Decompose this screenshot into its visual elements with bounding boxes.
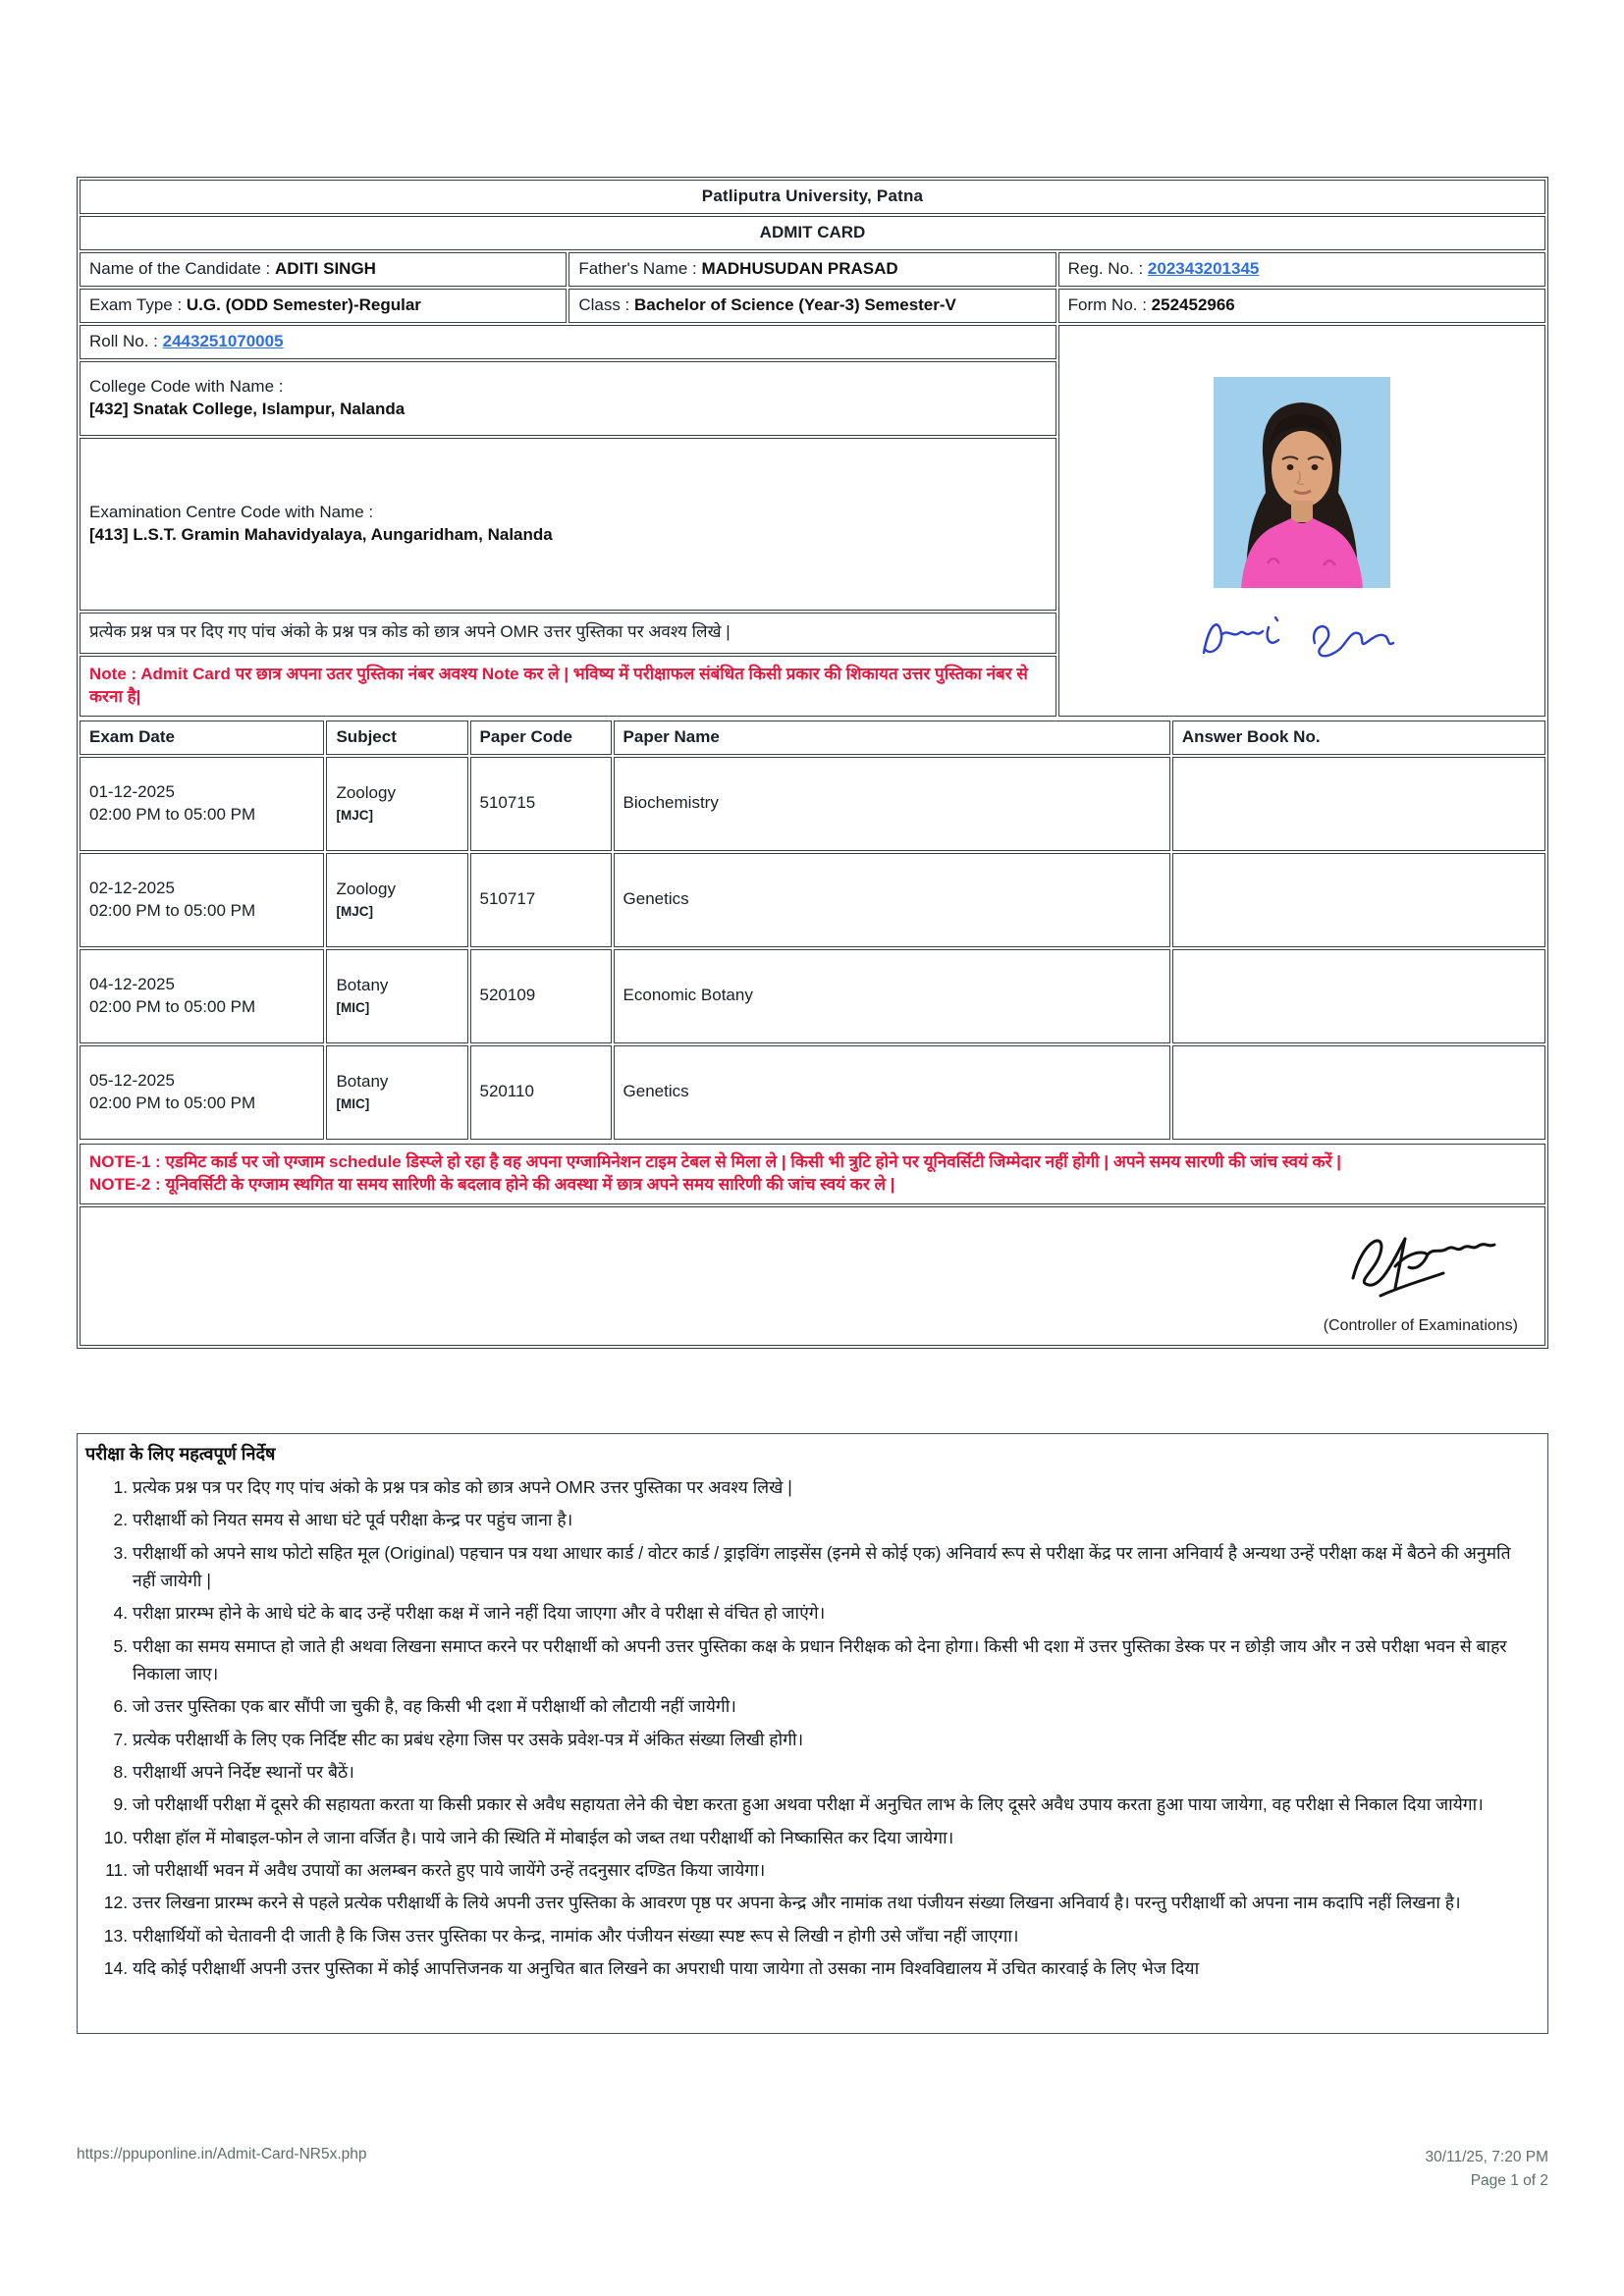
form-no-label: Form No. : xyxy=(1067,294,1152,314)
col-header-paper-name: Paper Name xyxy=(614,721,1170,755)
exam-centre-value: [413] L.S.T. Gramin Mahavidyalaya, Aungaridham, Nalanda xyxy=(89,524,553,544)
exam-schedule-table xyxy=(78,719,1547,1142)
instruction-item: 7. प्रत्येक परीक्षार्थी के लिए एक निर्दिष्ट सीट का प्रबंध रहेगा जिस पर उसके प्रवेश-पत्र में अंकित संख्या लिखी होगी। xyxy=(133,1726,1534,1753)
paper-name-cell: Economic Botany xyxy=(614,949,1170,1043)
footer-right xyxy=(1425,2146,1548,2193)
exam-date-cell: 04-12-2025 02:00 PM to 05:00 PM xyxy=(80,949,324,1043)
paper-name-cell: Genetics xyxy=(614,1045,1170,1140)
paper-name-cell: Genetics xyxy=(614,853,1170,947)
photo-signature-cell xyxy=(1058,325,1545,717)
footer-url: https://ppuponline.in/Admit-Card-NR5x.php xyxy=(77,2146,367,2163)
class-value: Bachelor of Science (Year-3) Semester-V xyxy=(634,294,956,314)
instruction-item: 4. परीक्षा प्रारम्भ होने के आधे घंटे के बाद उन्हें परीक्षा कक्ष में जाने नहीं दिया जाएगा और वे परीक्षा से वंचित हो जाएंगे। xyxy=(133,1599,1534,1627)
roll-no-cell xyxy=(80,325,1056,359)
candidate-signature xyxy=(1194,604,1410,665)
instruction-item: 9. जो परीक्षार्थी परीक्षा में दूसरे की सहायता करता या किसी प्रकार से अवैध सहायता लेने की चेष्टा करता हुआ अथवा परीक्षा में अनुचित लाभ के लिए दूसरे अवैध उपाय करता हुआ पाया जायेगा, वह परीक्षा से निकाल दिया जायेगा। xyxy=(133,1790,1534,1818)
candidate-name-value: ADITI SINGH xyxy=(275,258,376,278)
exam-date-cell: 01-12-2025 02:00 PM to 05:00 PM xyxy=(80,757,324,851)
answer-book-cell xyxy=(1172,853,1545,947)
col-header-subject: Subject xyxy=(326,721,467,755)
note-1: NOTE-1 : एडमिट कार्ड पर जो एग्जाम schedule डिस्प्ले हो रहा है वह अपना एग्जामिनेशन टाइम टेबल से मिला ले | किसी भी त्रुटि होने पर यूनिवर्सिटी जिम्मेदार नहीं होगी | अपने समय सारणी की जांच स्वयं करें | xyxy=(89,1151,1342,1171)
exam-table-row xyxy=(80,1045,1545,1140)
instructions-heading: परीक्षा के लिए महत्वपूर्ण निर्देष xyxy=(85,1444,276,1464)
subject-cell: Botany [MIC] xyxy=(326,949,467,1043)
class-label: Class : xyxy=(578,294,635,314)
paper-code-cell: 520109 xyxy=(470,949,612,1043)
col-header-exam-date: Exam Date xyxy=(80,721,324,755)
exam-type-value: U.G. (ODD Semester)-Regular xyxy=(186,294,421,314)
note-2: NOTE-2 : यूनिवर्सिटी के एग्जाम स्थगित या समय सारिणी के बदलाव होने की अवस्था में छात्र अपने समय सारिणी की जांच स्वयं कर ले | xyxy=(89,1174,895,1194)
subject-cell: Zoology [MJC] xyxy=(326,757,467,851)
answer-book-cell xyxy=(1172,757,1545,851)
col-header-answer-book: Answer Book No. xyxy=(1172,721,1545,755)
answer-book-cell xyxy=(1172,949,1545,1043)
controller-signature-cell xyxy=(80,1206,1545,1346)
roll-no-label: Roll No. : xyxy=(89,331,163,350)
candidate-name-label: Name of the Candidate : xyxy=(89,258,276,278)
form-no-cell xyxy=(1058,289,1545,323)
exam-centre-label: Examination Centre Code with Name : xyxy=(89,502,374,521)
reg-no-label: Reg. No. : xyxy=(1067,258,1148,278)
instruction-item: 6. जो उत्तर पुस्तिका एक बार सौंपी जा चुकी है, वह किसी भी दशा में परीक्षार्थी को लौटायी नहीं जायेगी। xyxy=(133,1692,1534,1720)
instruction-item: 14. यदि कोई परीक्षार्थी अपनी उत्तर पुस्तिका में कोई आपत्तिजनक या अनुचित बात लिखने का अपराध‍ी पाया जायेगा तो उसका नाम विश्वविद्यालय में उचित कारवाई के लिए भेज दिया xyxy=(133,1954,1534,1982)
controller-label: (Controller of Examinations) xyxy=(1323,1316,1518,1334)
exam-date-cell: 05-12-2025 02:00 PM to 05:00 PM xyxy=(80,1045,324,1140)
controller-signature xyxy=(1312,1223,1518,1306)
paper-code-cell: 510717 xyxy=(470,853,612,947)
bottom-notes-table xyxy=(78,1142,1547,1348)
exam-table-row xyxy=(80,757,1545,851)
admit-card xyxy=(77,177,1548,1349)
red-note: Note : Admit Card पर छात्र अपना उतर पुस्तिका नंबर अवश्य Note कर ले | भविष्य में परीक्षाफल संबंधित किसी प्रकार की शिकायत उत्तर पुस्तिका नंबर से करना है| xyxy=(80,656,1056,717)
reg-no-link[interactable]: 202343201345 xyxy=(1147,258,1260,278)
exam-type-cell xyxy=(80,289,567,323)
instruction-item: 5. परीक्षा का समय समाप्त हो जाते ही अथवा लिखना समाप्त करने पर परीक्षार्थी को अपनी उत्तर पुस्तिका कक्ष के प्रधान निरीक्षक को देना होगा। किसी भी दशा में उत्तर पुस्तिका डेस्क पर न छोड़ी जाय और न उसे परीक्षा भवन से बाहर निकाला जाए। xyxy=(133,1632,1534,1688)
instruction-item: 11. जो परीक्षार्थी भवन में अवैध उपायों का अलम्बन करते हुए पाये जायेंगे उन्हें तदनुसार दण्डित किया जायेगा। xyxy=(133,1856,1534,1884)
class-cell xyxy=(568,289,1056,323)
father-name-value: MADHUSUDAN PRASAD xyxy=(701,258,898,278)
instruction-item: 3. परीक्षार्थी को अपने साथ फोटो सहित मूल (Original) पहचान पत्र यथा आधार कार्ड / वोटर कार्ड / ड्राइविंग लाइसेंस (इनमे से कोई एक) अनिवार्य रूप से परीक्षा केंद्र पर लाना अनिवार्य है अन्यथा उन्हें परीक्षा कक्ष में बैठने की अनुमति नहीं जायेगी | xyxy=(133,1539,1534,1595)
subject-cell: Zoology [MJC] xyxy=(326,853,467,947)
instruction-item: 13. परीक्षार्थियों को चेतावनी दी जाती है कि जिस उत्तर पुस्तिका पर केन्द्र, नामांक और पंजीयन संख्या स्पष्ट रूप से लिखी न होगी उसे जाँचा नहीं जाएगा। xyxy=(133,1922,1534,1949)
instructions-list xyxy=(85,1473,1534,1983)
instruction-item: 2. परीक्षार्थी को नियत समय से आधा घंटे पूर्व परीक्षा केन्द्र पर पहुंच जाना है। xyxy=(133,1506,1534,1533)
father-name-label: Father's Name : xyxy=(578,258,702,278)
instruction-item: 1. प्रत्येक प्रश्न पत्र पर दिए गए पांच अंको के प्रश्न पत्र कोड को छात्र अपने OMR उत्तर पुस्तिका पर अवश्य लिखे | xyxy=(133,1473,1534,1501)
admit-card-heading: ADMIT CARD xyxy=(80,216,1545,250)
paper-name-cell: Biochemistry xyxy=(614,757,1170,851)
footer-datetime: 30/11/25, 7:20 PM xyxy=(1425,2149,1548,2165)
form-no-value: 252452966 xyxy=(1151,294,1235,314)
exam-table-row xyxy=(80,949,1545,1043)
exam-table-header-row xyxy=(80,721,1545,755)
candidate-name-cell xyxy=(80,252,567,287)
college-value: [432] Snatak College, Islampur, Nalanda xyxy=(89,399,406,418)
reg-no-cell xyxy=(1058,252,1545,287)
candidate-info-table xyxy=(78,178,1547,719)
college-cell xyxy=(80,361,1056,436)
father-name-cell xyxy=(568,252,1056,287)
instructions-box xyxy=(77,1433,1548,2034)
exam-type-label: Exam Type : xyxy=(89,294,187,314)
roll-no-link[interactable]: 2443251070005 xyxy=(162,331,284,350)
page-title: Patliputra University, Patna xyxy=(80,180,1545,214)
subject-cell: Botany [MIC] xyxy=(326,1045,467,1140)
schedule-notes-cell xyxy=(80,1144,1545,1204)
exam-table-row xyxy=(80,853,1545,947)
instruction-item: 10. परीक्षा हॉल में मोबाइल-फोन ले जाना वर्जित है। पाये जाने की स्थिति में मोबाईल को जब्त तथा परीक्षार्थी को निष्कासित कर दिया जायेगा। xyxy=(133,1824,1534,1851)
candidate-photo xyxy=(1214,377,1390,588)
college-label: College Code with Name : xyxy=(89,376,284,396)
instruction-item: 12. उत्तर लिखना प्रारम्भ करने से पहले प्रत्येक परीक्षार्थी के लिये अपनी उत्तर पुस्तिका के आवरण पृष्ठ पर अपना केन्द्र और नामांक तथा पंजीयन संख्या लिखना अनिवार्य है। परन्तु परीक्षार्थी को अपना नाम कदापि नहीं लिखना है। xyxy=(133,1889,1534,1916)
paper-code-cell: 520110 xyxy=(470,1045,612,1140)
omr-note: प्रत्येक प्रश्न पत्र पर दिए गए पांच अंको के प्रश्न पत्र कोड को छात्र अपने OMR उत्तर पुस्तिका पर अवश्य लिखे | xyxy=(80,613,1056,654)
exam-table-body xyxy=(80,757,1545,1140)
col-header-paper-code: Paper Code xyxy=(470,721,612,755)
exam-date-cell: 02-12-2025 02:00 PM to 05:00 PM xyxy=(80,853,324,947)
instruction-item: 8. परीक्षार्थी अपने निर्देष्ट स्थानों पर बैठें। xyxy=(133,1758,1534,1786)
exam-centre-cell xyxy=(80,438,1056,611)
footer-page-number: Page 1 of 2 xyxy=(1470,2172,1548,2190)
answer-book-cell xyxy=(1172,1045,1545,1140)
paper-code-cell: 510715 xyxy=(470,757,612,851)
